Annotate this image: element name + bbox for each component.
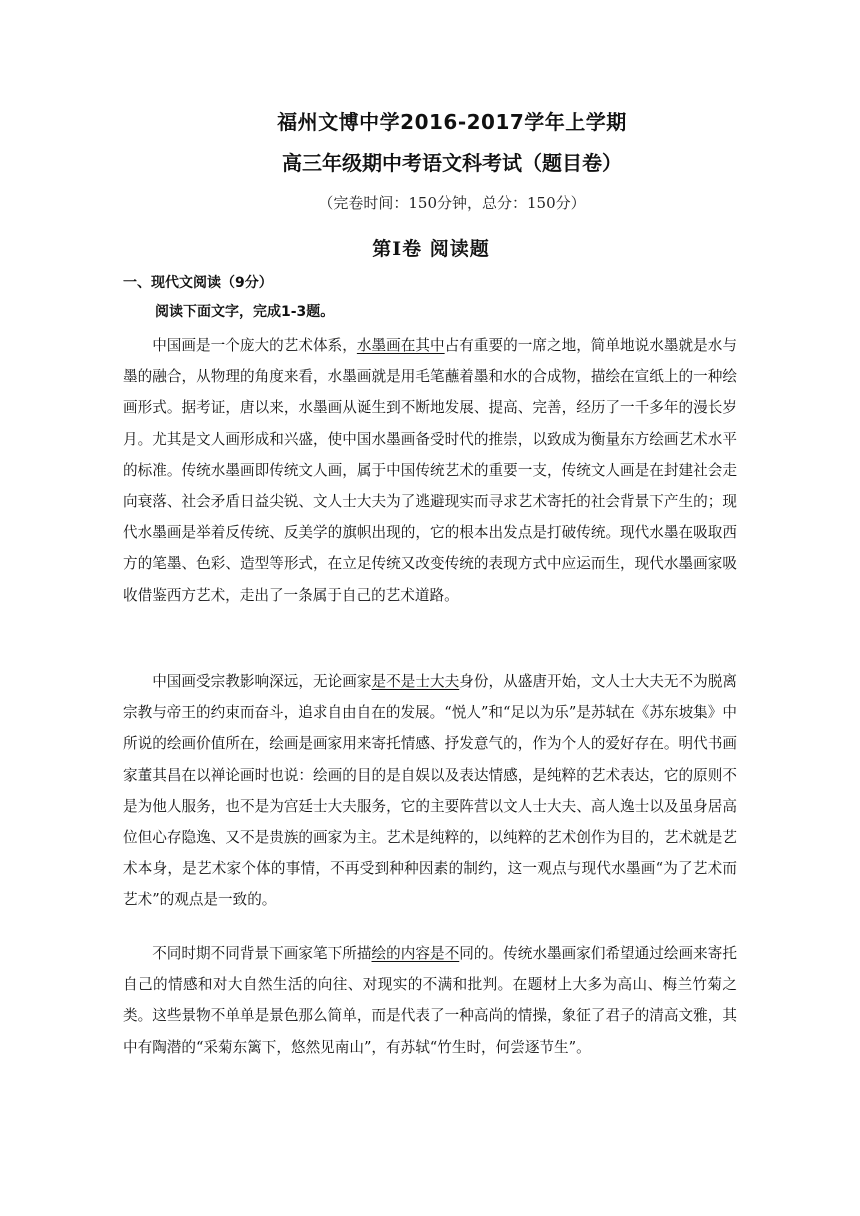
exam-title-line2: 高三年级期中考语文科考试（题目卷） bbox=[282, 151, 622, 175]
p2-text-a: 中国画受宗教影响深远，无论画家 bbox=[152, 673, 372, 690]
p1-underlined: 水墨画在其中 bbox=[356, 337, 445, 354]
volume-title: 第Ⅰ卷 阅读题 bbox=[372, 238, 490, 260]
section-instruction: 阅读下面文字，完成1-3题。 bbox=[155, 304, 335, 320]
p1-text-b: 占有重要的一席之地，简单地说水墨就是水与墨的融合，从物理的角度来看，水墨画就是用毛笔蘸着墨和水的合成物，描绘在宣纸上的一种绘画形式。据考证，唐以来，水墨画从诞生到不断地发展、提高、完善，经历了一千多年的漫长岁月。尤其是文人画形成和兴盛，使中国水墨画备受时代的推崇，以致成为衡量东方绘画艺术水平的标准。传统水墨画即传统文人画，属于中国传统艺术的重要一支，传统文人画是在封建社会走向衰落、社会矛盾日益尖锐、文人士大夫为了逃避现实而寻求艺术寄托的社会背景下产生的；现代水墨画是举着反传统、反美学的旗帜出现的，它的根本出发点是打破传统。现代水墨在吸取西方的笔墨、色彩、造型等形式，在立足传统又改变传统的表现方式中应运而生，现代水墨画家吸收借鉴西方艺术，走出了一条属于自己的艺术道路。 bbox=[123, 337, 737, 604]
p3-underlined: 绘的内容是不 bbox=[371, 945, 460, 962]
exam-meta: （完卷时间：150分钟，总分：150分） bbox=[318, 194, 586, 212]
p3-text-a: 不同时期不同背景下画家笔下所描 bbox=[152, 945, 372, 962]
section-heading: 一、现代文阅读（9分） bbox=[123, 275, 273, 291]
passage-paragraph-3 bbox=[123, 938, 737, 1063]
p3-text-b: 同的。传统水墨画家们希望通过绘画来寄托自己的情感和对大自然生活的向往、对现实的不满和批判。在题材上大多为高山、梅兰竹菊之类。这些景物不单单是景色那么简单，而是代表了一种高尚的情操，象征了君子的清高文雅，其中有陶潜的“采菊东篱下，悠然见南山”，有苏轼“竹生时，何尝逐节生”。 bbox=[123, 945, 737, 1056]
p2-underlined: 是不是士大夫 bbox=[371, 673, 460, 690]
exam-title-line1: 福州文博中学2016-2017学年上学期 bbox=[277, 110, 627, 134]
p2-text-b: 身份，从盛唐开始，文人士大夫无不为脱离宗教与帝王的约束而奋斗，追求自由自在的发展。“悦人”和“足以为乐”是苏轼在《苏东坡集》中所说的绘画价值所在，绘画是画家用来寄托情感、抒发意气的，作为个人的爱好存在。明代书画家董其昌在以禅论画时也说：绘画的目的是自娱以及表达情感，是纯粹的艺术表达，它的原则不是为他人服务，也不是为宫廷士大夫服务，它的主要阵营以文人士大夫、高人逸士以及虽身居高位但心存隐逸、又不是贵族的画家为主。艺术是纯粹的，以纯粹的艺术创作为目的，艺术就是艺术本身，是艺术家个体的事情，不再受到种种因素的制约，这一观点与现代水墨画“为了艺术而艺术”的观点是一致的。 bbox=[123, 673, 737, 909]
p1-text-a: 中国画是一个庞大的艺术体系， bbox=[152, 337, 357, 354]
passage-paragraph-1 bbox=[123, 330, 737, 611]
passage-paragraph-2 bbox=[123, 666, 737, 916]
